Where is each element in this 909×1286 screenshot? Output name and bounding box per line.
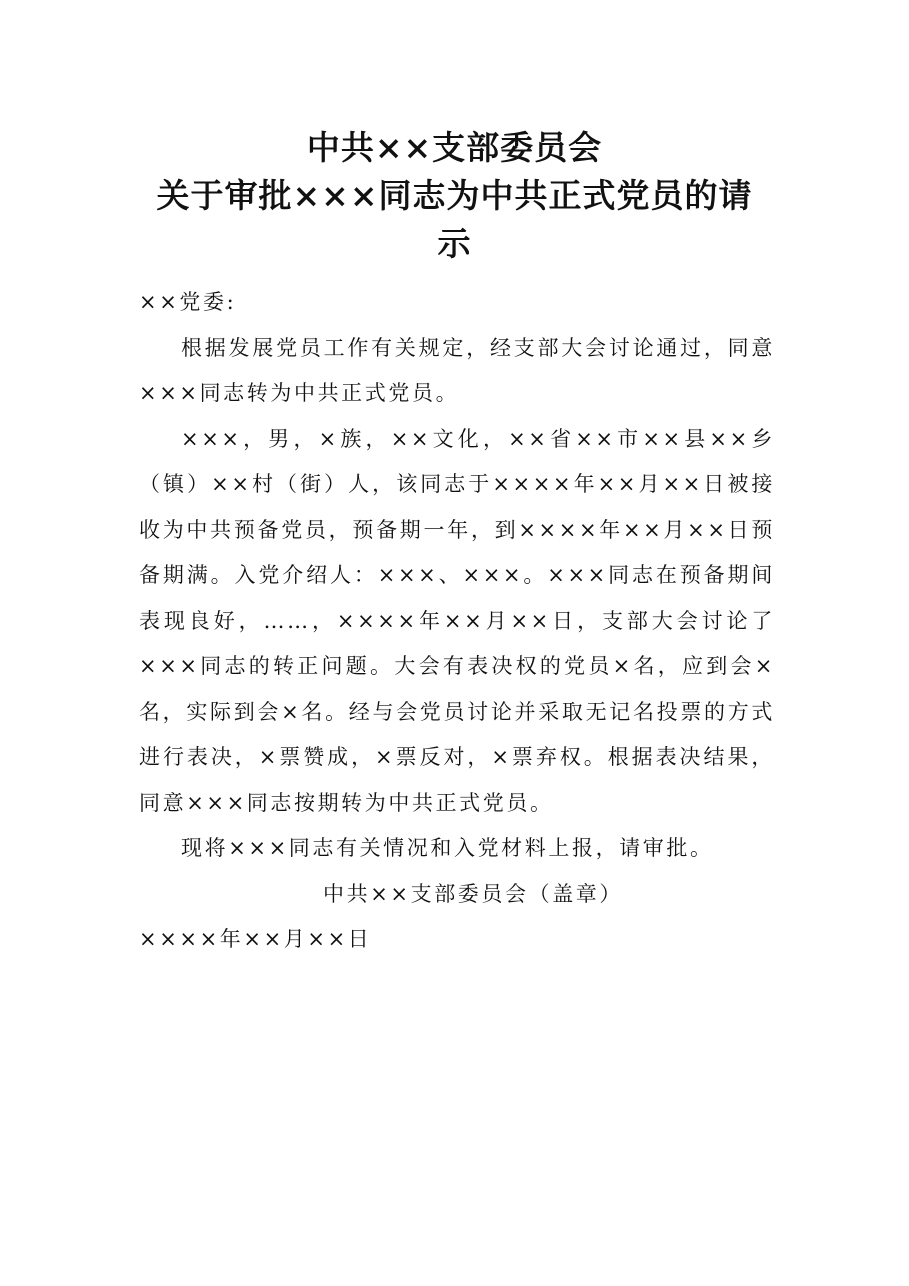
paragraph-approval: 根据发展党员工作有关规定，经支部大会讨论通过，同意×××同志转为中共正式党员。 xyxy=(139,335,775,405)
salutation: ××党委: xyxy=(139,290,237,314)
document-date: ××××年××月××日 xyxy=(139,927,372,951)
title-line-3: 示 xyxy=(437,224,472,263)
document-body xyxy=(139,280,775,963)
title-line-1: 中共××支部委员会 xyxy=(306,128,603,167)
title-line-2: 关于审批×××同志为中共正式党员的请 xyxy=(156,176,753,215)
signature: 中共××支部委员会（盖章） xyxy=(323,881,623,906)
paragraph-details: ×××，男，×族，××文化，××省××市××县××乡（镇）××村（街）人，该同志于××××年××月××日被接收为中共预备党员，预备期一年，到××××年××月××日预备期满。入党介绍人：×××、×××。×××同志在预备期间表现良好，……，××××年××月××日，支部大会讨论了×××同志的转正问题。大会有表决权的党员×名，应到会×名，实际到会×名。经与会党员讨论并采取无记名投票的方式进行表决，×票赞成，×票反对，×票弃权。根据表决结果，同意×××同志按期转为中共正式党员。 xyxy=(139,426,775,815)
document-title xyxy=(120,124,789,268)
paragraph-request: 现将×××同志有关情况和入党材料上报，请审批。 xyxy=(181,836,714,860)
